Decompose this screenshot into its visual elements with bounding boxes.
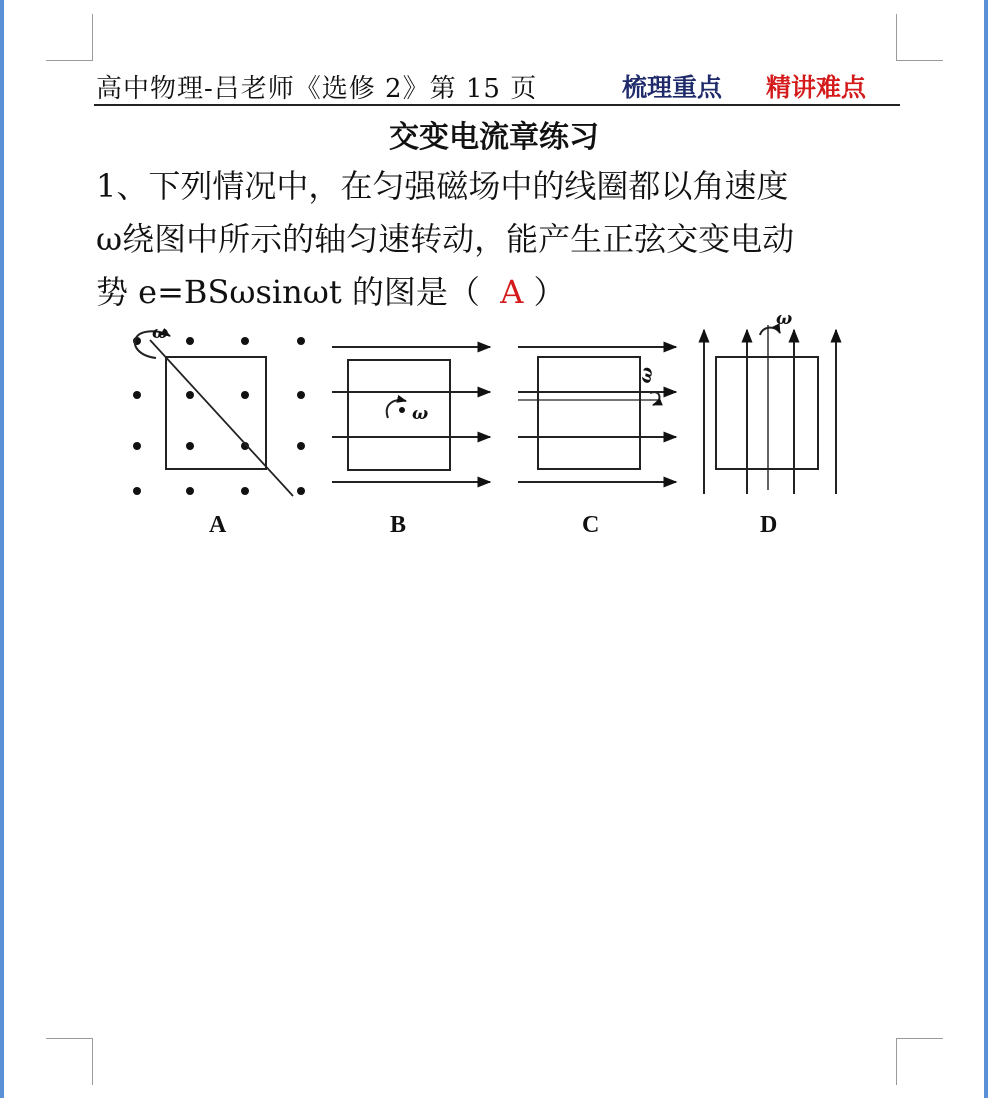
page-header [94,64,900,106]
figure-label-a: A [209,512,227,538]
omega-label-b: ω [412,404,429,424]
page-title: 交变电流章练习 [389,120,599,155]
figure-label-c: C [582,512,600,538]
header-course-info: 高中物理-吕老师《选修 2》第 15 页 [96,74,538,104]
crop-mark-top-left [46,14,93,61]
question-line-3-suffix: ） [533,273,566,311]
omega-label-c: ω [635,365,658,385]
question-line-3 [96,266,906,319]
crop-mark-top-right [896,14,943,61]
crop-mark-bottom-right [896,1038,943,1085]
crop-mark-bottom-left [46,1038,93,1085]
omega-label-a: ω [152,323,169,343]
answer-choice: A [500,273,524,311]
figure-label-d: D [760,512,778,538]
question-line-2: ω绕图中所示的轴匀速转动，能产生正弦交变电动 [96,220,795,258]
figure-label-b: B [390,512,407,538]
omega-label-d: ω [776,309,793,329]
header-tag-secondary: 精讲难点 [766,73,867,102]
question-line-1: 1、下列情况中，在匀强磁场中的线圈都以角速度 [96,167,789,205]
header-tag-primary: 梳理重点 [622,73,723,102]
question-1 [96,160,906,319]
question-line-3-prefix: 势 e=BSωsinωt 的图是（ [96,273,480,311]
